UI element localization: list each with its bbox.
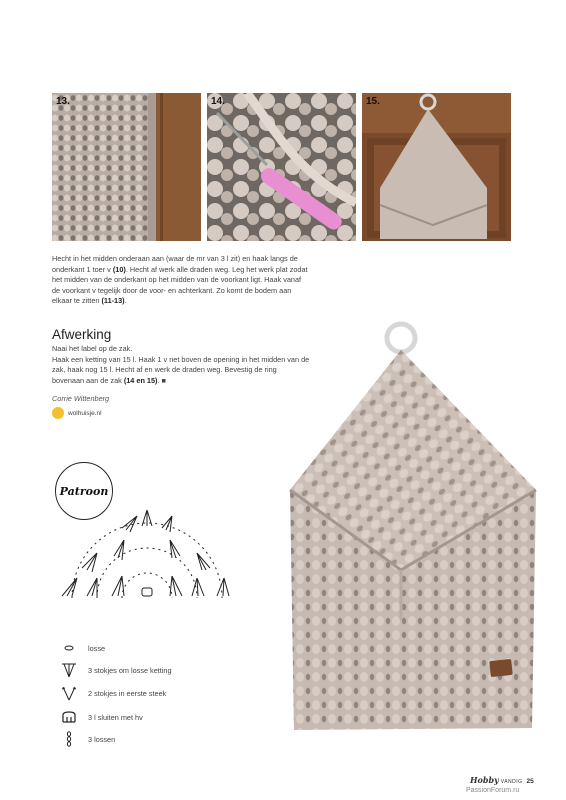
chain-stitch-icon — [60, 640, 78, 656]
finished-bag-image — [280, 320, 542, 740]
legend-item: 3 lossen — [60, 731, 115, 747]
legend-item: losse — [60, 640, 105, 656]
step-number: 13. — [56, 96, 70, 107]
two-dc-in-first-stitch-icon — [60, 685, 78, 701]
author-name: Corrie Wittenberg — [52, 394, 110, 403]
section-heading: Afwerking — [52, 327, 112, 342]
three-chains-icon — [60, 731, 78, 747]
finishing-paragraph: Naai het label op de zak. Haak een ketting van 15 l. Haak 1 v net boven de opening in het midden van de zak, haak nog 15 l. Hecht af en werk de draden weg. Bevestig de ring bovenaan aan de zak (14 en 15). ■ — [52, 344, 310, 385]
page-footer: Hobby VANDIG 25 — [470, 775, 534, 785]
page-number: 25 — [526, 778, 534, 785]
three-dc-in-chain-icon — [60, 662, 78, 678]
watermark: PassionForum.ru — [466, 787, 520, 794]
crochet-chart-diagram — [52, 508, 242, 600]
legend-item: 3 l sluiten met hv — [60, 709, 143, 725]
photo-step-15 — [362, 93, 511, 241]
step-number: 14. — [211, 96, 225, 107]
photo-step-14 — [207, 93, 356, 241]
legend-item: 2 stokjes in eerste steek — [60, 685, 166, 701]
step-number: 15. — [366, 96, 380, 107]
photo-step-13 — [52, 93, 201, 241]
instruction-paragraph: Hecht in het midden onderaan aan (waar de mr van 3 l zit) en haak langs de onderkant 1 toer v (10). Hecht af werk alle draden weg. Leg het werk plat zodat het midden van de onderkant op het midden van de voorkant ligt. Haak vanaf de voorkant v tegelijk door de voor- en achterkant. Zo komt de bodem aan elkaar te zitten (11-13). — [52, 254, 308, 306]
website-link[interactable]: wolhuisje.nl — [52, 406, 102, 420]
crochet-hook-closeup-image — [207, 93, 356, 241]
pattern-badge: Patroon — [55, 462, 113, 520]
bag-on-cabinet-image — [362, 93, 511, 241]
crochet-panel-on-wood-image — [52, 93, 201, 241]
legend-item: 3 stokjes om losse ketting — [60, 662, 172, 678]
brand-logo-icon — [52, 407, 64, 419]
ring-close-icon — [60, 709, 78, 725]
